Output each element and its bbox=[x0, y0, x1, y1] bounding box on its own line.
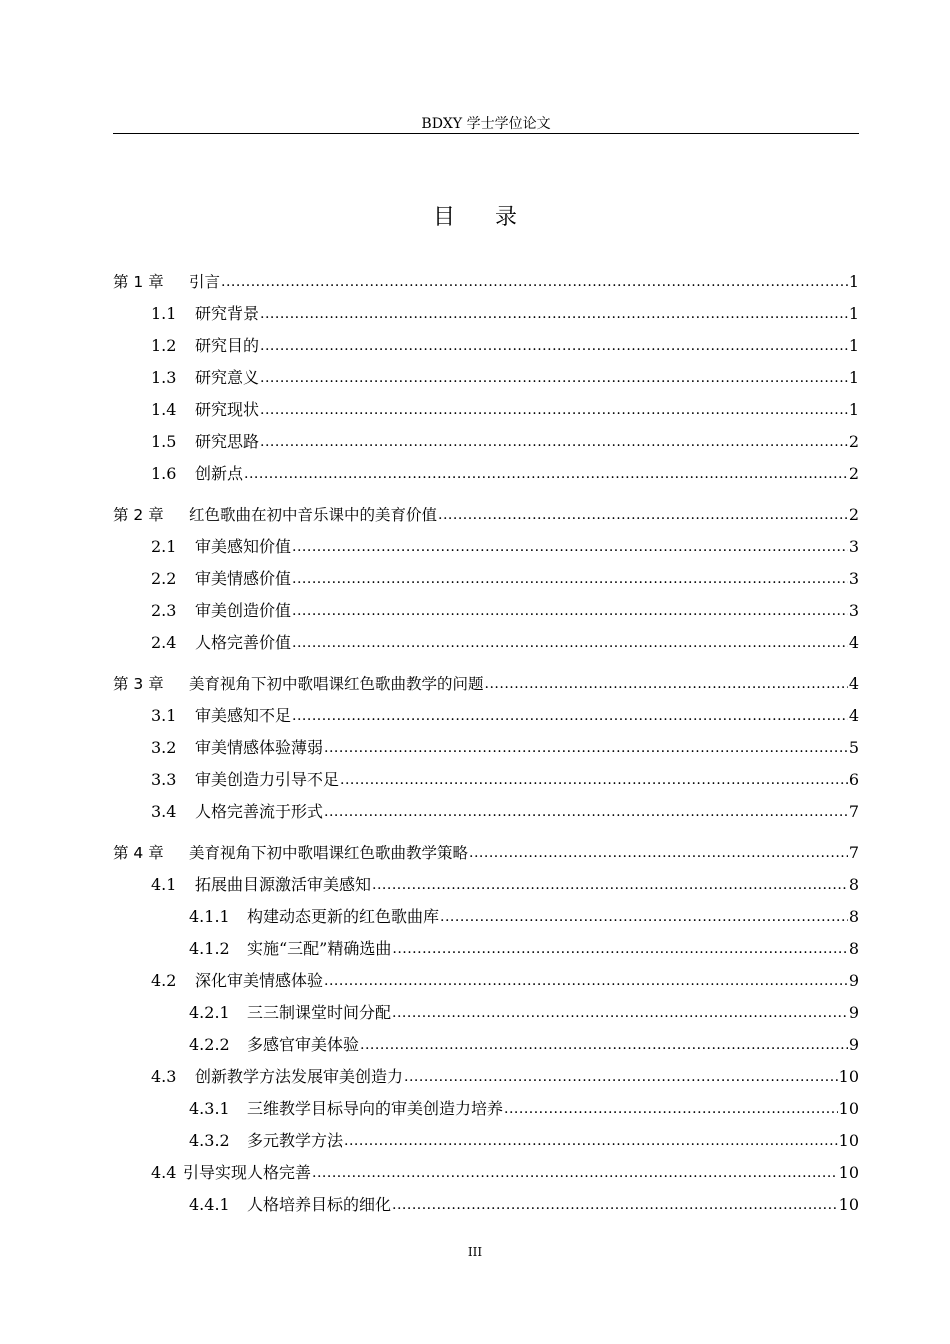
toc-entry-title: 审美情感价值 bbox=[195, 569, 292, 588]
toc-entry[interactable] bbox=[189, 1034, 859, 1056]
toc-entry-number: 1.6 bbox=[151, 464, 177, 483]
toc-entry-number: 3.1 bbox=[151, 706, 177, 725]
toc-entry-page: 7 bbox=[848, 802, 859, 821]
toc-entry-title: 研究目的 bbox=[195, 336, 260, 355]
toc-entry-title: 构建动态更新的红色歌曲库 bbox=[247, 907, 440, 926]
toc-entry-number: 4.1.1 bbox=[189, 907, 230, 926]
page-number: III bbox=[467, 1245, 483, 1259]
toc-entry[interactable] bbox=[151, 367, 859, 389]
toc-entry[interactable] bbox=[151, 431, 859, 453]
toc-entry-title: 三三制课堂时间分配 bbox=[247, 1003, 392, 1022]
toc-entry-number: 3.3 bbox=[151, 770, 177, 789]
toc-entry-page: 2 bbox=[848, 505, 859, 524]
toc-entry-page: 10 bbox=[838, 1067, 859, 1086]
toc-entry-number: 4.3.1 bbox=[189, 1099, 230, 1118]
toc-entry-title: 审美创造力引导不足 bbox=[195, 770, 340, 789]
toc-entry-number: 1.4 bbox=[151, 400, 177, 419]
toc-dot-leader bbox=[260, 334, 848, 357]
toc-entry-title: 审美感知不足 bbox=[195, 706, 292, 725]
toc-entry[interactable] bbox=[151, 1066, 859, 1088]
toc-entry[interactable] bbox=[113, 271, 859, 293]
toc-entry-page: 1 bbox=[848, 272, 859, 291]
toc-dot-leader bbox=[260, 398, 848, 421]
toc-entry-title: 拓展曲目源激活审美感知 bbox=[195, 875, 372, 894]
toc-entry[interactable] bbox=[113, 504, 859, 526]
toc-entry-page: 9 bbox=[848, 1035, 859, 1054]
toc-entry-number: 2.4 bbox=[151, 633, 177, 652]
toc-entry-title: 创新教学方法发展审美创造力 bbox=[195, 1067, 404, 1086]
toc-entry[interactable] bbox=[151, 568, 859, 590]
toc-entry[interactable] bbox=[189, 906, 859, 928]
toc-entry[interactable] bbox=[151, 463, 859, 485]
toc-entry-number: 第 2 章 bbox=[113, 506, 164, 524]
toc-entry[interactable] bbox=[151, 399, 859, 421]
toc-entry-number: 3.2 bbox=[151, 738, 177, 757]
toc-entry-page: 1 bbox=[848, 400, 859, 419]
toc-title: 目录 bbox=[432, 205, 557, 230]
toc-entry-page: 10 bbox=[838, 1131, 859, 1150]
toc-entry-number: 1.3 bbox=[151, 368, 177, 387]
toc-entry[interactable] bbox=[151, 600, 859, 622]
toc-entry-title: 深化审美情感体验 bbox=[195, 971, 324, 990]
toc-dot-leader bbox=[392, 1001, 848, 1024]
toc-entry-title: 引导实现人格完善 bbox=[183, 1163, 312, 1182]
toc-entry-number: 第 4 章 bbox=[113, 844, 164, 862]
toc-entry-title: 研究思路 bbox=[195, 432, 260, 451]
toc-entry[interactable] bbox=[151, 737, 859, 759]
toc-entry-number: 4.4.1 bbox=[189, 1195, 230, 1214]
toc-entry-title: 研究背景 bbox=[195, 304, 260, 323]
toc-entry-title: 红色歌曲在初中音乐课中的美育价值 bbox=[189, 506, 438, 524]
toc-entry-number: 3.4 bbox=[151, 802, 177, 821]
toc-dot-leader bbox=[292, 599, 848, 622]
toc-entry-page: 4 bbox=[848, 633, 859, 652]
toc-dot-leader bbox=[360, 1033, 848, 1056]
toc-entry-page: 7 bbox=[848, 843, 859, 862]
toc-entry[interactable] bbox=[151, 705, 859, 727]
toc-entry[interactable] bbox=[151, 970, 859, 992]
toc-entry-number: 4.3.2 bbox=[189, 1131, 230, 1150]
toc-entry-page: 3 bbox=[848, 537, 859, 556]
toc-entry-number: 4.2.1 bbox=[189, 1003, 230, 1022]
toc-entry-title: 实施“三配”精确选曲 bbox=[247, 939, 392, 958]
toc-entry[interactable] bbox=[113, 673, 859, 695]
toc-entry[interactable] bbox=[151, 335, 859, 357]
toc-entry-page: 10 bbox=[838, 1099, 859, 1118]
toc-entry-title: 人格完善价值 bbox=[195, 633, 292, 652]
toc-entry-number: 第 3 章 bbox=[113, 675, 164, 693]
toc-entry-page: 4 bbox=[848, 674, 859, 693]
toc-entry-page: 3 bbox=[848, 601, 859, 620]
toc-entry-title: 审美感知价值 bbox=[195, 537, 292, 556]
toc-entry-page: 1 bbox=[848, 336, 859, 355]
toc-dot-leader bbox=[440, 905, 848, 928]
toc-entry-page: 9 bbox=[848, 971, 859, 990]
toc-entry-number: 4.1 bbox=[151, 875, 177, 894]
toc-entry[interactable] bbox=[151, 632, 859, 654]
toc-dot-leader bbox=[292, 567, 848, 590]
header-rule bbox=[113, 133, 859, 134]
toc-entry-page: 5 bbox=[848, 738, 859, 757]
toc-dot-leader bbox=[260, 366, 848, 389]
toc-entry[interactable] bbox=[151, 801, 859, 823]
toc-entry[interactable] bbox=[151, 536, 859, 558]
toc-entry-page: 8 bbox=[848, 939, 859, 958]
toc-entry[interactable] bbox=[189, 1098, 859, 1120]
toc-entry-page: 8 bbox=[848, 907, 859, 926]
toc-entry-number: 第 1 章 bbox=[113, 273, 164, 291]
toc-entry-page: 2 bbox=[848, 432, 859, 451]
toc-entry-page: 10 bbox=[838, 1163, 859, 1182]
toc-entry[interactable] bbox=[151, 1162, 859, 1184]
toc-entry-title: 审美创造价值 bbox=[195, 601, 292, 620]
toc-entry-page: 6 bbox=[848, 770, 859, 789]
toc-dot-leader bbox=[324, 969, 848, 992]
toc-dot-leader bbox=[404, 1065, 838, 1088]
toc-entry-number: 4.1.2 bbox=[189, 939, 230, 958]
toc-entry-number: 1.5 bbox=[151, 432, 177, 451]
toc-entry-number: 4.4 bbox=[151, 1163, 177, 1182]
toc-entry-page: 1 bbox=[848, 368, 859, 387]
toc-dot-leader bbox=[392, 937, 847, 960]
toc-entry-page: 10 bbox=[838, 1195, 859, 1214]
toc-entry-title: 三维教学目标导向的审美创造力培养 bbox=[247, 1099, 504, 1118]
toc-dot-leader bbox=[438, 503, 848, 526]
toc-entry[interactable] bbox=[189, 1002, 859, 1024]
toc-entry-title: 人格完善流于形式 bbox=[195, 802, 324, 821]
toc-entry-number: 4.2 bbox=[151, 971, 177, 990]
toc-entry-page: 9 bbox=[848, 1003, 859, 1022]
toc-entry[interactable] bbox=[151, 303, 859, 325]
toc-dot-leader bbox=[485, 672, 848, 695]
toc-entry-number: 1.1 bbox=[151, 304, 177, 323]
toc-dot-leader bbox=[340, 768, 848, 791]
toc-dot-leader bbox=[292, 631, 848, 654]
toc-dot-leader bbox=[244, 462, 848, 485]
toc-entry-title: 研究意义 bbox=[195, 368, 260, 387]
toc-entry-title: 审美情感体验薄弱 bbox=[195, 738, 324, 757]
toc-dot-leader bbox=[504, 1097, 838, 1120]
toc-entry-title: 多元教学方法 bbox=[247, 1131, 344, 1150]
toc-dot-leader bbox=[372, 873, 848, 896]
toc-dot-leader bbox=[324, 736, 848, 759]
toc-entry-title: 美育视角下初中歌唱课红色歌曲教学策略 bbox=[189, 844, 469, 862]
toc-entry-page: 8 bbox=[848, 875, 859, 894]
toc-dot-leader bbox=[221, 270, 848, 293]
toc-entry-title: 创新点 bbox=[195, 464, 244, 483]
toc-dot-leader bbox=[344, 1129, 838, 1152]
toc-entry[interactable] bbox=[189, 1130, 859, 1152]
toc-dot-leader bbox=[312, 1161, 838, 1184]
toc-entry-number: 1.2 bbox=[151, 336, 177, 355]
toc-entry[interactable] bbox=[151, 769, 859, 791]
toc-entry-page: 3 bbox=[848, 569, 859, 588]
running-header: BDXY 学士学位论文 bbox=[421, 116, 551, 132]
toc-entry[interactable] bbox=[189, 1194, 859, 1216]
toc-entry-page: 2 bbox=[848, 464, 859, 483]
toc-entry-number: 2.2 bbox=[151, 569, 177, 588]
toc-entry[interactable] bbox=[151, 874, 859, 896]
toc-entry-title: 美育视角下初中歌唱课红色歌曲教学的问题 bbox=[189, 675, 484, 693]
toc-dot-leader bbox=[392, 1193, 838, 1216]
toc-entry-number: 2.3 bbox=[151, 601, 177, 620]
toc-entry-number: 4.3 bbox=[151, 1067, 177, 1086]
toc-entry-number: 2.1 bbox=[151, 537, 177, 556]
toc-dot-leader bbox=[260, 302, 848, 325]
toc-entry-title: 引言 bbox=[189, 273, 221, 291]
toc-dot-leader bbox=[292, 535, 848, 558]
toc-dot-leader bbox=[292, 704, 848, 727]
toc-entry-title: 研究现状 bbox=[195, 400, 260, 419]
toc-entry-title: 人格培养目标的细化 bbox=[247, 1195, 392, 1214]
toc-entry-title: 多感官审美体验 bbox=[247, 1035, 360, 1054]
toc-dot-leader bbox=[469, 841, 848, 864]
toc-entry[interactable] bbox=[189, 938, 859, 960]
toc-entry-number: 4.2.2 bbox=[189, 1035, 230, 1054]
toc-entry[interactable] bbox=[113, 842, 859, 864]
toc-entry-page: 1 bbox=[848, 304, 859, 323]
toc-dot-leader bbox=[324, 800, 848, 823]
toc-entry-page: 4 bbox=[848, 706, 859, 725]
toc-dot-leader bbox=[260, 430, 848, 453]
